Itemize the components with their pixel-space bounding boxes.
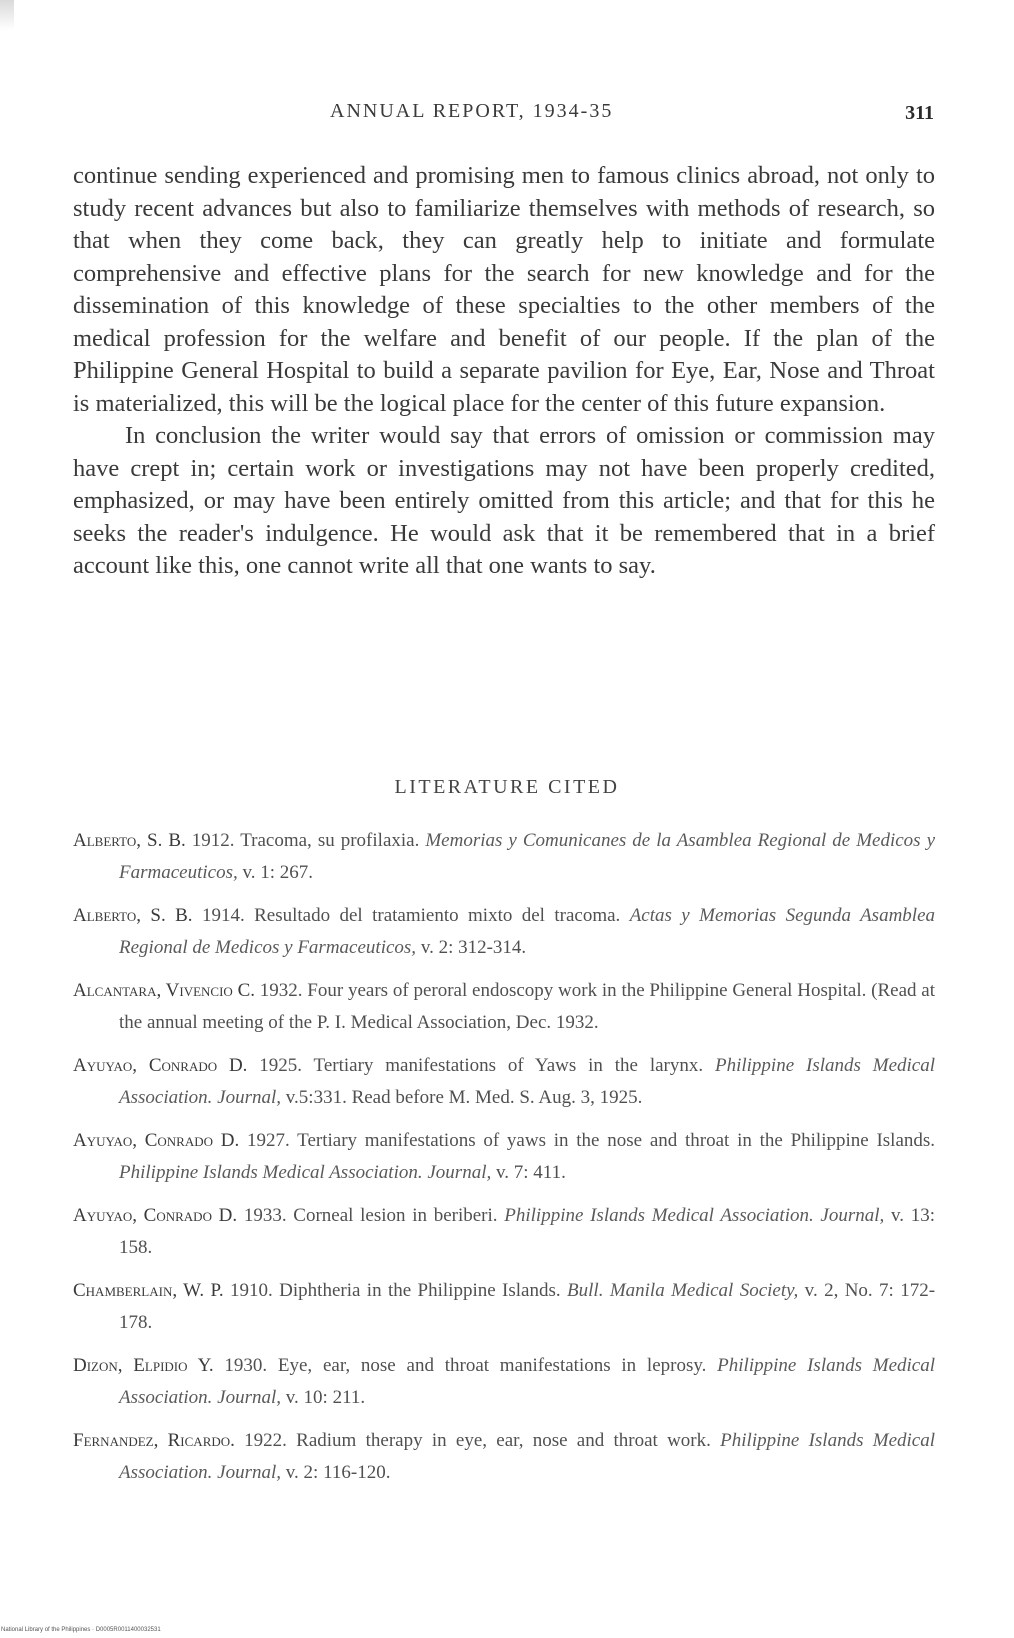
reference-entry [73,1275,935,1338]
body-text [73,160,935,583]
reference-text: 1930. Eye, ear, nose and throat manifestations in leprosy. [224,1355,707,1376]
reference-source: Philippine Islands Medical Association. Journal, [119,1161,492,1183]
reference-text: 1914. Resultado del tratamiento mixto del tracoma. [201,905,621,926]
reference-tail: v. 7: 411. [495,1161,566,1183]
reference-list [73,825,935,1500]
reference-text: 1912. Tracoma, su profilaxia. [191,830,420,851]
reference-author: Alberto, S. B. [73,830,186,851]
reference-text: 1925. Tertiary manifestations of Yaws in the larynx. [259,1055,704,1076]
reference-entry [73,1350,935,1413]
reference-author: Ayuyao, Conrado D. [73,1055,248,1076]
reference-source: Philippine Islands Medical Association. Journal, [119,1055,935,1108]
paragraph: In conclusion the writer would say that errors of omission or commission may have crept in; certain work or investigations may not have been properly credited, emphasized, or may have been entirely omitted from this article; and that for this he seeks the reader's indulgence. He would ask that it be remembered that in a brief account like this, one cannot write all that one wants to say. [73,422,935,579]
page-number: 311 [905,102,934,124]
reference-entry [73,900,935,963]
reference-author: Ayuyao, Conrado D. [73,1205,238,1226]
reference-text: 1922. Radium therapy in eye, ear, nose and throat work. [244,1430,711,1451]
reference-entry [73,1125,935,1188]
reference-source: Philippine Islands Medical Association. Journal, [119,1355,936,1408]
reference-tail: v. 2: 116-120. [285,1461,391,1483]
reference-entry [73,1200,935,1263]
reference-text: 1933. Corneal lesion in beriberi. [243,1205,498,1226]
reference-source: Memorias y Comunicanes de la Asamblea Regional de Medicos y Farmaceuticos, [119,830,936,883]
reference-text: 1927. Tertiary manifestations of yaws in the nose and throat in the Philippine Islands. [247,1130,936,1151]
reference-entry [73,1050,935,1113]
reference-author: Dizon, Elpidio Y. [73,1355,214,1376]
page-edge-shadow [0,0,14,30]
reference-tail: v. 10: 211. [285,1386,366,1408]
reference-entry [73,1425,935,1488]
literature-heading: LITERATURE CITED [394,776,620,798]
reference-text: 1910. Diphtheria in the Philippine Islands. [230,1280,561,1301]
reference-text: 1932. Four years of peroral endoscopy work in the Philippine General Hospital. (Read at the annual meeting of the P. I. Medical Association, Dec. 1932. [119,980,935,1033]
reference-tail: v. 2, No. 7: 172-178. [119,1280,936,1333]
reference-author: Chamberlain, W. P. [73,1280,224,1301]
reference-tail: v. 13: 158. [119,1205,935,1258]
running-title: ANNUAL REPORT, 1934-35 [330,100,614,122]
reference-author: Ayuyao, Conrado D. [73,1130,240,1151]
reference-author: Alberto, S. B. [73,905,193,926]
reference-source: Philippine Islands Medical Association. Journal, [119,1430,935,1483]
reference-tail: v.5:331. Read before M. Med. S. Aug. 3, 1925. [285,1086,643,1108]
scan-footer-note: National Library of the Philippines · D0005R0011400032531 [1,1627,161,1633]
reference-author: Fernandez, Ricardo. [73,1430,235,1451]
paragraph: continue sending experienced and promising men to famous clinics abroad, not only to study recent advances but also to familiarize themselves with methods of research, so that when they come back, they can greatly help to initiate and formulate comprehensive and effective plans for the search for new knowledge and for the dissemination of this knowledge of these specialties to the other members of the medical profession for the welfare and benefit of our people. If the plan of the Philippine General Hospital to build a separate pavilion for Eye, Ear, Nose and Throat is materialized, this will be the logical place for the center of this future expansion. [73,162,935,417]
reference-source: Bull. Manila Medical Society, [567,1280,799,1301]
reference-source: Philippine Islands Medical Association. Journal, [504,1205,885,1226]
reference-source: Actas y Memorias Segunda Asamblea Regional de Medicos y Farmaceuticos, [119,905,936,958]
reference-entry [73,825,935,888]
reference-tail: v. 1: 267. [242,861,314,883]
reference-author: Alcantara, Vivencio C. [73,980,255,1001]
reference-tail: v. 2: 312-314. [420,936,527,958]
running-head [0,100,1014,130]
reference-entry [73,975,935,1038]
